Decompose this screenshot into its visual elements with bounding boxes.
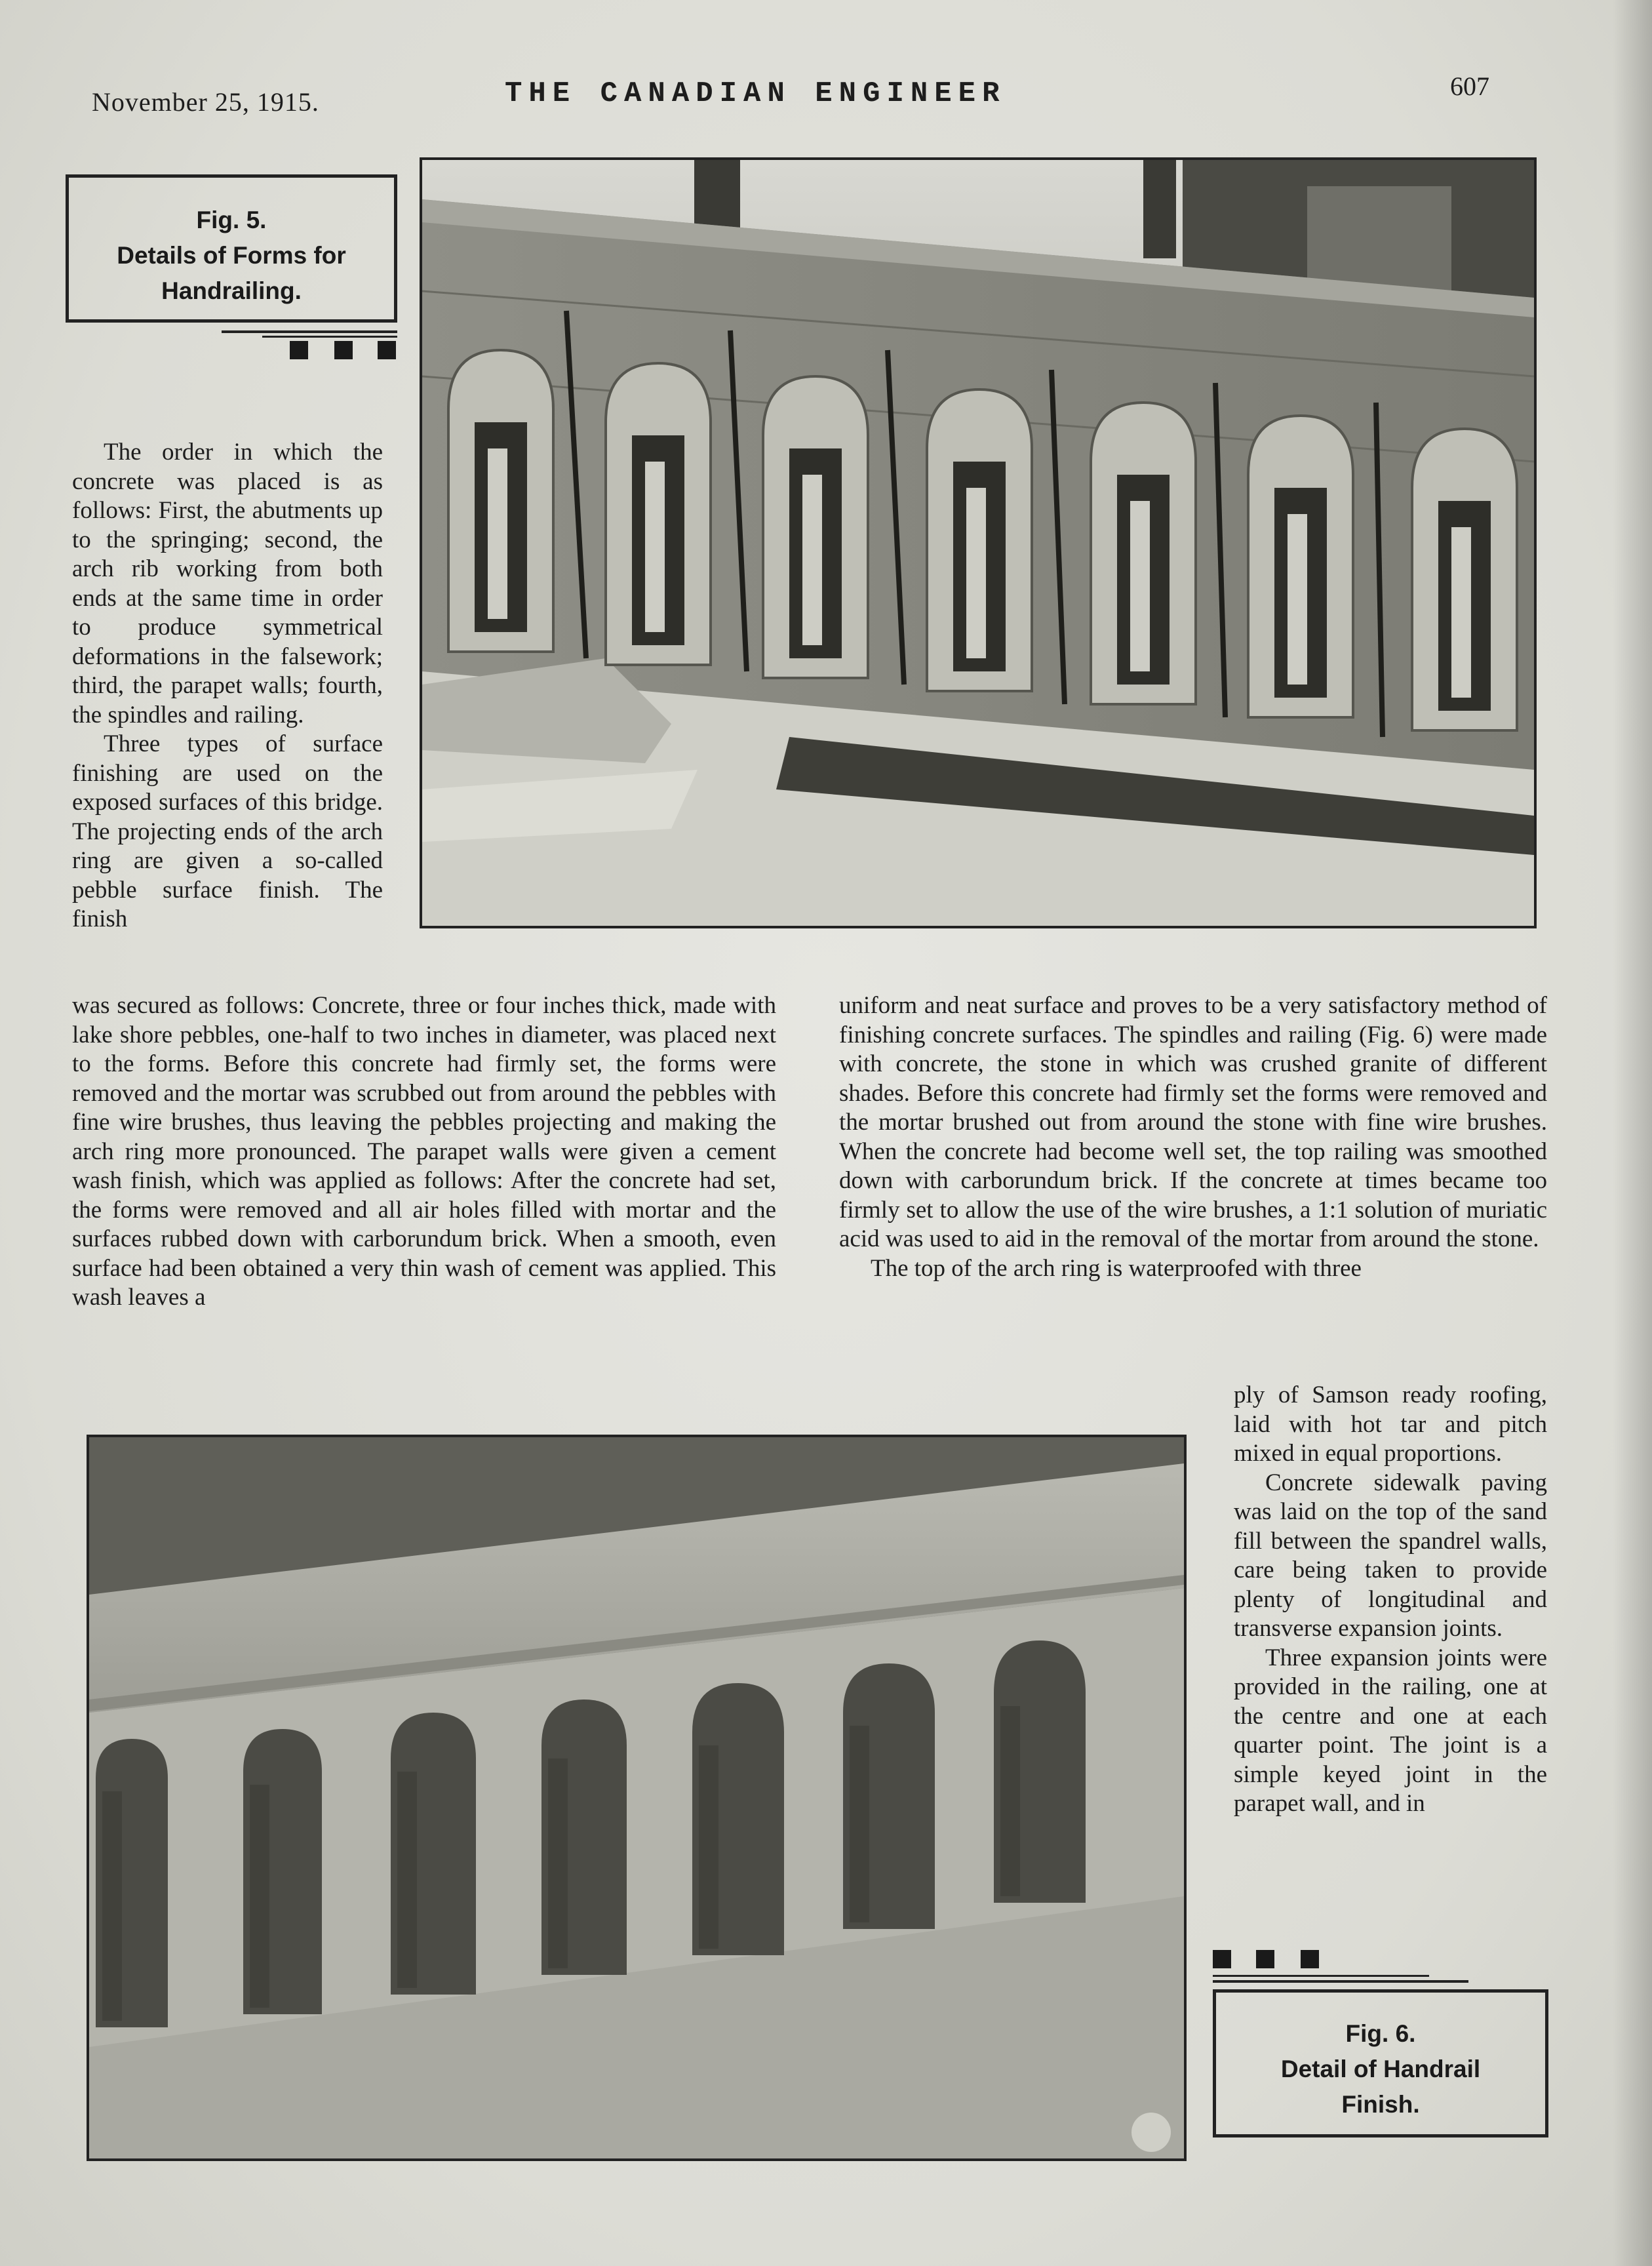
fig5-photo-handrail-forms — [420, 157, 1537, 928]
fig6-caption-line2: Finish. — [1341, 2091, 1420, 2118]
fig5-ornament-square — [378, 341, 396, 359]
text-column-narrow-left — [72, 438, 383, 934]
fig6-number: Fig. 6. — [1345, 2020, 1416, 2047]
fig6-rule-1 — [1213, 1975, 1429, 1977]
fig5-ornament-square — [290, 341, 308, 359]
fig5-rule-1 — [222, 330, 397, 333]
paragraph-waterproofing: ply of Samson ready roofing, laid with hot tar and pitch mixed in equal proportions. — [1234, 1381, 1547, 1467]
fig5-number: Fig. 5. — [196, 207, 267, 233]
paragraph-sidewalk-paving: Concrete sidewalk paving was laid on the top of the sand fill between the spandrel walls, care being taken to provide plenty of longitudinal and transverse expansion joints. — [1234, 1469, 1547, 1642]
text-column-narrow-right — [1234, 1381, 1547, 1819]
fig6-caption-box — [1213, 1989, 1548, 2137]
header-journal-title: THE CANADIAN ENGINEER — [505, 77, 1006, 110]
binding-shadow — [1613, 0, 1652, 2266]
paragraph-concrete-order: The order in which the concrete was placed is as follows: First, the abutments up to the springing; second, the arch rib working from both ends at the same time in order to produce symmetrical deformations in the falsework; third, the parapet walls; fourth, the spindles and railing. — [72, 439, 383, 728]
fig6-caption-line1: Detail of Handrail — [1280, 2056, 1481, 2082]
paragraph-pebble-finish: was secured as follows: Concrete, three or four inches thick, made with lake shore pebbles, one-half to two inches in diameter, was placed next to the forms. Before this concrete had firmly set, the forms were removed and the mortar was scrubbed out from around the pebbles with fine wire brushes, thus leaving the pebbles projecting and making the arch ring more pronounced. The parapet walls were given a cement wash finish, which was applied as follows: After the concrete had set, the forms were removed and all air holes filled with mortar and the surfaces rubbed down with carborundum brick. When a smooth, even surface had been obtained a very thin wash of cement was applied. This wash leaves a — [72, 992, 776, 1311]
fig6-photo-handrail-finish — [87, 1435, 1187, 2161]
fig5-caption-line1: Details of Forms for — [117, 242, 346, 269]
paragraph-expansion-joints: Three expansion joints were provided in the railing, one at the centre and one at each quarter point. The joint is a simple keyed joint in the parapet wall, and in — [1234, 1644, 1547, 1817]
fig5-caption-box — [66, 174, 397, 323]
fig6-ornament-square — [1213, 1950, 1231, 1968]
header-date: November 25, 1915. — [92, 87, 319, 117]
text-column-right — [839, 991, 1547, 1283]
fig5-ornament-square — [334, 341, 353, 359]
header-page-number: 607 — [1450, 71, 1489, 101]
fig6-ornament-square — [1301, 1950, 1319, 1968]
fig6-ornament-square — [1256, 1950, 1274, 1968]
paragraph-surface-finishing: Three types of surface finishing are used on the exposed surfaces of this bridge. The projecting ends of the arch ring are given a so-called pebble surface finish. The finish — [72, 730, 383, 932]
fig5-caption-line2: Handrailing. — [161, 277, 302, 304]
fig5-rule-2 — [262, 336, 397, 338]
fig6-rule-2 — [1213, 1980, 1468, 1983]
paragraph-waterproofing-start: The top of the arch ring is waterproofed with three — [871, 1254, 1362, 1282]
paragraph-spindles-railing: uniform and neat surface and proves to be a very satisfactory method of finishing concrete surfaces. The spindles and railing (Fig. 6) were made with concrete, the stone in which was crushed granite of different shades. Before this concrete had firmly set the forms were removed and the mortar brushed out from around the stone with fine wire brushes. When the concrete had become well set, the top railing was smoothed down with carborundum brick. If the concrete at times became too firmly set to allow the use of the wire brushes, a 1:1 solution of muriatic acid was used to aid in the removal of the mortar from around the stone. — [839, 992, 1547, 1252]
text-column-left — [72, 991, 776, 1313]
